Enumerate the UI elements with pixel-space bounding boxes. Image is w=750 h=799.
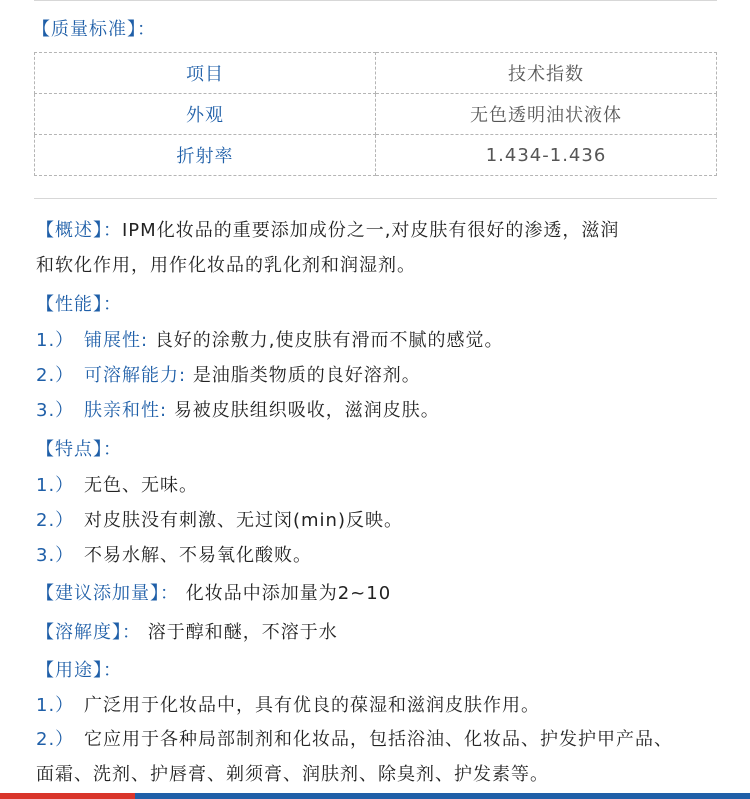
feature-item-text: 无色、无味。	[84, 475, 198, 496]
performance-item	[36, 393, 736, 428]
overview-text: IPM化妆品的重要添加成份之一,对皮肤有很好的渗透，滋润	[122, 220, 620, 241]
overview-line	[36, 214, 736, 248]
item-number: 2.）	[36, 510, 75, 531]
table-cell-value: 技术指数	[376, 53, 717, 94]
dosage-text: 化妆品中添加量为2~10	[185, 583, 392, 604]
uses-item-text: 广泛用于化妆品中，具有优良的葆湿和滋润皮肤作用。	[84, 695, 540, 716]
uses-item	[36, 689, 736, 723]
overview-label: 【概述】：	[36, 220, 122, 241]
uses-item-text: 它应用于各种局部制剂和化妆品，包括浴油、化妆品、护发护甲产品、	[84, 729, 673, 750]
item-number: 2.）	[36, 729, 75, 750]
solubility-text: 溶于醇和醚，不溶于水	[147, 622, 338, 643]
quality-standard-heading: 【质量标准】：	[32, 19, 156, 40]
features-heading: 【特点】：	[36, 439, 122, 460]
table-cell-item: 折射率	[35, 135, 376, 176]
feature-item	[36, 503, 736, 538]
performance-item-label: 肤亲和性:	[84, 400, 168, 421]
table-row	[35, 94, 717, 135]
performance-item-label: 可溶解能力:	[84, 365, 187, 386]
table-cell-value: 无色透明油状液体	[376, 94, 717, 135]
performance-item-label: 铺展性:	[84, 330, 149, 351]
table-cell-item: 项目	[35, 53, 376, 94]
table-row	[35, 135, 717, 176]
table-row	[35, 53, 717, 94]
uses-item	[36, 723, 736, 757]
performance-item	[36, 323, 736, 358]
dosage-line	[36, 575, 736, 613]
feature-item	[36, 538, 736, 573]
solubility-line	[36, 613, 736, 653]
item-number: 1.）	[36, 330, 75, 351]
item-number: 2.）	[36, 365, 75, 386]
bottom-color-bar	[0, 793, 750, 799]
solubility-label: 【溶解度】：	[36, 622, 141, 643]
performance-item	[36, 358, 736, 393]
performance-item-text: 良好的涂敷力,使皮肤有滑而不腻的感觉。	[154, 330, 504, 351]
performance-heading: 【性能】：	[36, 294, 122, 315]
section-divider	[34, 198, 717, 199]
feature-item	[36, 468, 736, 503]
dosage-label: 【建议添加量】：	[36, 583, 179, 604]
overview-line-2: 和软化作用，用作化妆品的乳化剂和润湿剂。	[36, 255, 416, 276]
feature-item-text: 对皮肤没有刺激、无过闵(min)反映。	[84, 510, 403, 531]
product-description	[36, 208, 736, 793]
table-cell-item: 外观	[35, 94, 376, 135]
performance-item-text: 易被皮肤组织吸收，滋润皮肤。	[173, 400, 440, 421]
uses-heading: 【用途】：	[36, 660, 122, 681]
uses-item-continued: 面霜、洗剂、护唇膏、剃须膏、润肤剂、除臭剂、护发素等。	[36, 764, 549, 785]
item-number: 3.）	[36, 545, 75, 566]
table-cell-value: 1.434-1.436	[376, 135, 717, 176]
item-number: 3.）	[36, 400, 75, 421]
feature-item-text: 不易水解、不易氧化酸败。	[84, 545, 312, 566]
top-divider	[34, 0, 717, 1]
performance-item-text: 是油脂类物质的良好溶剂。	[192, 365, 421, 386]
item-number: 1.）	[36, 475, 75, 496]
item-number: 1.）	[36, 695, 75, 716]
quality-standard-table	[34, 52, 717, 176]
